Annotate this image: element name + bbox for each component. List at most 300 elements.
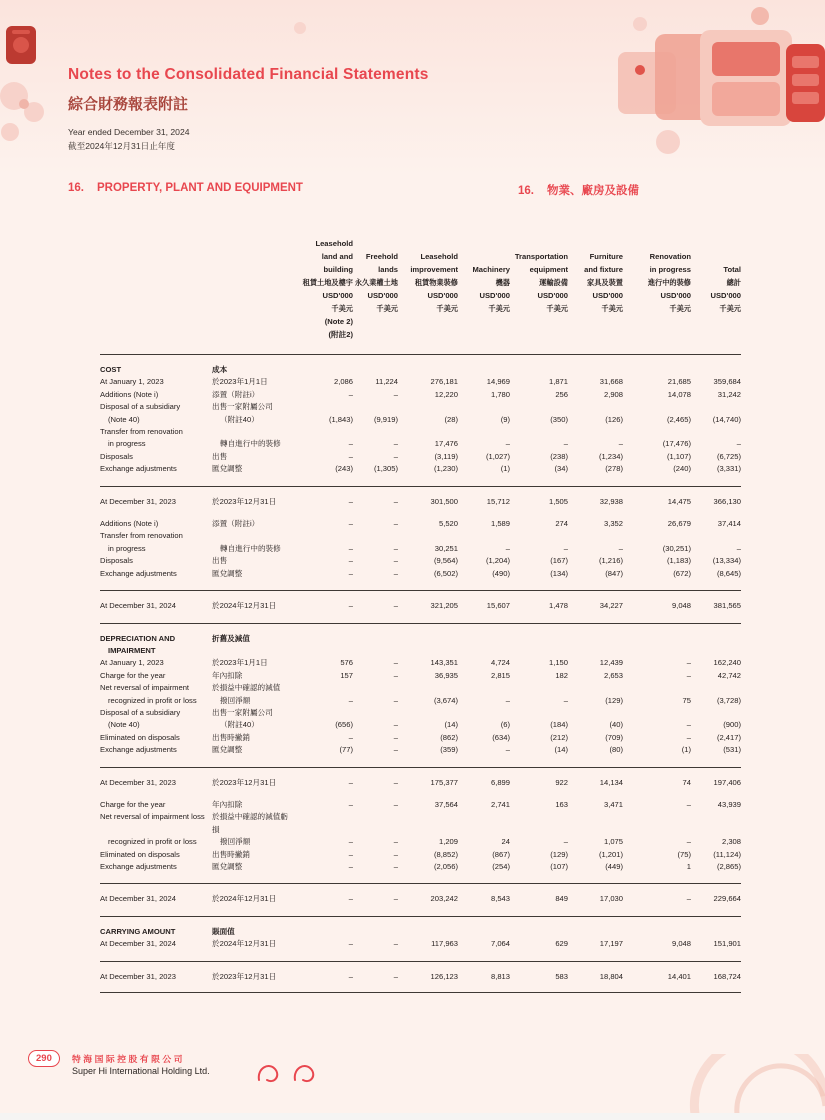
table-row xyxy=(100,811,741,836)
column-unit-zh: 千美元 xyxy=(488,304,510,313)
column-header-line: in progress xyxy=(649,265,691,274)
dot-decoration xyxy=(294,22,306,34)
cell-value: 1,150 xyxy=(548,658,568,668)
cell-value: – xyxy=(393,799,398,809)
cell-value: (531) xyxy=(723,745,741,755)
cell-value: – xyxy=(393,556,398,566)
cell-value: 75 xyxy=(682,695,691,705)
row-label-en: Disposals xyxy=(100,451,133,461)
cell-value: 3,352 xyxy=(603,519,623,529)
cell-value: (1,204) xyxy=(485,556,510,566)
column-unit-zh: 千美元 xyxy=(546,304,568,313)
cell-value: 922 xyxy=(555,777,568,787)
cell-value: (672) xyxy=(673,568,691,578)
table-row xyxy=(100,543,741,555)
row-label-zh: 於2023年12月31日 xyxy=(212,496,277,506)
table-row xyxy=(100,438,741,450)
table-row xyxy=(100,682,741,694)
cell-value: (129) xyxy=(550,849,568,859)
cell-value: 7,064 xyxy=(490,939,510,949)
cell-value: – xyxy=(393,732,398,742)
row-label-en: At December 31, 2024 xyxy=(100,939,176,949)
row-label-zh: 於2023年12月31日 xyxy=(212,971,277,981)
cell-value: (9,919) xyxy=(373,414,398,424)
cell-value: – xyxy=(563,543,568,553)
cell-value: (278) xyxy=(605,464,623,474)
cell-value: (212) xyxy=(550,732,568,742)
cell-value: 197,406 xyxy=(713,777,741,787)
row-label-zh: 賬面值 xyxy=(212,926,235,936)
cell-value: (359) xyxy=(440,745,458,755)
table-row xyxy=(100,518,741,530)
row-label-en: At December 31, 2023 xyxy=(100,971,176,981)
cell-value: 17,197 xyxy=(599,939,623,949)
cell-value: (1,843) xyxy=(328,414,353,424)
cell-value: 31,668 xyxy=(599,377,623,387)
cell-value: – xyxy=(348,894,353,904)
cell-value: 576 xyxy=(340,658,353,668)
cell-value: 1 xyxy=(686,862,691,871)
section-title-zh: 物業、廠房及設備 xyxy=(547,185,639,197)
cell-value: (3,331) xyxy=(716,464,741,474)
cell-value: (900) xyxy=(723,720,741,730)
column-header-line: Machinery xyxy=(472,265,510,274)
cell-value: – xyxy=(393,496,398,506)
cell-value: (449) xyxy=(605,862,623,871)
table-row xyxy=(100,451,741,463)
section-heading-zh xyxy=(518,182,639,198)
cell-value: 381,565 xyxy=(713,601,741,611)
row-label-en: COST xyxy=(100,365,122,374)
company-name-en: Super Hi International Holding Ltd. xyxy=(72,1066,210,1076)
column-note xyxy=(691,315,741,342)
column-header-line: lands xyxy=(378,265,398,274)
column-note xyxy=(458,315,510,342)
table-row xyxy=(100,938,741,950)
column-header-line: Total xyxy=(723,265,741,274)
cell-value: (30,251) xyxy=(662,543,691,553)
cell-value: – xyxy=(736,439,741,449)
section-number: 16. xyxy=(68,182,84,194)
cell-value: (2,465) xyxy=(666,414,691,424)
cell-value: – xyxy=(348,519,353,529)
cell-value: – xyxy=(505,695,510,705)
row-label-zh: 年內扣除 xyxy=(212,799,243,809)
row-label-en: recognized in profit or loss xyxy=(108,837,197,847)
table-row xyxy=(100,799,741,811)
column-note xyxy=(398,315,458,342)
cell-value: (1,201) xyxy=(598,849,623,859)
cell-value: (862) xyxy=(440,732,458,742)
column-header-line: improvement xyxy=(410,265,458,274)
row-label-en: Eliminated on disposals xyxy=(100,732,180,742)
row-label-zh: 於損益中確認的減值虧損 xyxy=(212,812,288,834)
cell-value: 74 xyxy=(682,777,691,787)
cell-value: – xyxy=(348,496,353,506)
cell-value: (8,852) xyxy=(433,849,458,859)
column-header xyxy=(458,263,510,342)
cell-value: – xyxy=(393,658,398,668)
column-header-zh: 家具及裝置 xyxy=(587,278,623,287)
row-label-en: At December 31, 2024 xyxy=(100,601,176,611)
page-bottom-strip xyxy=(0,1113,825,1120)
cell-value: 175,377 xyxy=(430,777,458,787)
cell-value: – xyxy=(348,837,353,847)
cell-value: – xyxy=(393,519,398,529)
cell-value: (6) xyxy=(500,720,510,730)
cell-value: 14,078 xyxy=(667,389,691,399)
cell-value: 17,030 xyxy=(599,894,623,904)
column-header-line: Leasehold xyxy=(315,239,353,248)
row-label-zh: 出售 xyxy=(212,556,228,566)
cell-value: 43,939 xyxy=(717,799,741,809)
row-label-en: IMPAIRMENT xyxy=(108,645,156,655)
row-label-zh: 年內扣除 xyxy=(212,670,243,680)
cell-value: – xyxy=(686,658,691,668)
row-label-zh: 添置（附註i） xyxy=(212,519,260,529)
table-row xyxy=(100,426,741,438)
table-row xyxy=(100,401,741,413)
cell-value: 12,439 xyxy=(599,658,623,668)
cell-value: 359,684 xyxy=(713,377,741,387)
cell-value: (13,334) xyxy=(712,556,741,566)
row-label-en: At December 31, 2023 xyxy=(100,496,176,506)
table-row xyxy=(100,389,741,401)
cell-value: – xyxy=(393,543,398,553)
column-header-line: Freehold xyxy=(365,252,398,261)
row-label-zh: 於2023年12月31日 xyxy=(212,777,277,787)
row-label-zh: （附註40） xyxy=(220,414,259,424)
cell-value: 21,685 xyxy=(667,377,691,387)
column-note xyxy=(353,315,398,342)
table-row xyxy=(100,861,741,873)
cell-value: – xyxy=(348,451,353,461)
row-label-en: (Note 40) xyxy=(108,720,140,730)
cell-value: 1,780 xyxy=(490,389,510,399)
page-number-badge: 290 xyxy=(28,1050,60,1067)
cell-value: 17,476 xyxy=(434,439,458,449)
row-label-en: Exchange adjustments xyxy=(100,464,177,474)
row-label-zh: 撥回淨額 xyxy=(220,695,251,705)
table-row xyxy=(100,623,741,645)
column-header-zh: 總計 xyxy=(726,278,741,287)
table-row xyxy=(100,486,741,508)
column-unit-zh: 千美元 xyxy=(331,304,353,313)
cell-value: – xyxy=(348,777,353,787)
column-unit-zh: 千美元 xyxy=(669,304,691,313)
cell-value: (129) xyxy=(605,695,623,705)
period-en: Year ended December 31, 2024 xyxy=(68,127,190,137)
cell-value: – xyxy=(393,695,398,705)
table-row xyxy=(100,695,741,707)
column-unit: USD'000 xyxy=(479,291,510,300)
cell-value: (634) xyxy=(492,732,510,742)
row-label-zh: 匯兌調整 xyxy=(212,464,243,474)
row-label-zh: 轉自進行中的裝修 xyxy=(220,543,281,553)
cell-value: – xyxy=(393,849,398,859)
cell-value: (107) xyxy=(550,862,568,871)
row-label-zh: 匯兌調整 xyxy=(212,568,243,578)
cell-value: 276,181 xyxy=(430,377,458,387)
row-label-zh: 折舊及減值 xyxy=(212,633,250,643)
cell-value: (34) xyxy=(554,464,568,474)
cell-value: 36,935 xyxy=(434,670,458,680)
row-label-zh: 於2023年1月1日 xyxy=(212,377,268,387)
table-row xyxy=(100,555,741,567)
cell-value: 4,724 xyxy=(490,658,510,668)
cell-value: 31,242 xyxy=(717,389,741,399)
column-header xyxy=(398,250,458,342)
cell-value: 117,963 xyxy=(431,939,458,949)
cell-value: – xyxy=(393,439,398,449)
cell-value: – xyxy=(348,439,353,449)
cell-value: 42,742 xyxy=(717,670,741,680)
table-row xyxy=(100,836,741,848)
cell-value: 143,351 xyxy=(430,658,458,668)
cell-value: – xyxy=(686,720,691,730)
row-label-en: Eliminated on disposals xyxy=(100,849,180,859)
cell-value: – xyxy=(393,670,398,680)
cell-value: (3,119) xyxy=(434,451,458,461)
table-row xyxy=(100,961,741,983)
cell-value: (80) xyxy=(609,745,623,755)
cell-value: – xyxy=(348,849,353,859)
cell-value: 2,308 xyxy=(721,837,741,847)
cell-value: (3,674) xyxy=(433,695,458,705)
cell-value: 14,401 xyxy=(667,971,691,981)
table-row xyxy=(100,732,741,744)
table-row xyxy=(100,530,741,542)
cell-value: – xyxy=(393,720,398,730)
cell-value: (238) xyxy=(550,451,568,461)
cell-value: 2,908 xyxy=(603,389,623,399)
cell-value: (75) xyxy=(677,849,691,859)
column-header xyxy=(568,250,623,342)
column-header-line: Leasehold xyxy=(420,252,458,261)
column-note xyxy=(568,315,623,342)
cell-value: (17,476) xyxy=(662,439,691,449)
table-header xyxy=(100,218,741,344)
cell-value: (1,107) xyxy=(666,451,691,461)
cell-value: (14) xyxy=(554,745,568,755)
cell-value: 14,969 xyxy=(486,377,510,387)
cell-value: – xyxy=(393,894,398,904)
cell-value: (656) xyxy=(335,720,353,730)
cell-value: – xyxy=(393,837,398,847)
row-label-en: At December 31, 2024 xyxy=(100,894,176,904)
row-label-zh: 匯兌調整 xyxy=(212,862,243,871)
cell-value: – xyxy=(393,745,398,755)
row-label-en: Disposal of a subsidiary xyxy=(100,402,181,412)
cell-value: (1,234) xyxy=(598,451,623,461)
column-unit-zh: 千美元 xyxy=(436,304,458,313)
table-row xyxy=(100,744,741,756)
cell-value: 126,123 xyxy=(430,971,458,981)
cell-value: – xyxy=(393,601,398,611)
cell-value: – xyxy=(348,543,353,553)
column-unit: USD'000 xyxy=(592,291,623,300)
row-label-en: Disposal of a subsidiary xyxy=(100,707,181,717)
cell-value: 151,901 xyxy=(713,939,741,949)
cell-value: (126) xyxy=(605,414,623,424)
row-label-zh: 於2024年12月31日 xyxy=(212,939,277,949)
row-label-en: Net reversal of impairment loss xyxy=(100,812,205,822)
cell-value: (2,417) xyxy=(716,732,741,742)
cell-value: 9,048 xyxy=(671,939,691,949)
cell-value: – xyxy=(348,601,353,611)
row-label-zh: 匯兌調整 xyxy=(212,745,243,755)
table-row xyxy=(100,657,741,669)
cell-value: – xyxy=(563,695,568,705)
row-label-en: recognized in profit or loss xyxy=(108,695,197,705)
cell-value: – xyxy=(686,894,691,904)
cloud-squiggle-icon xyxy=(255,1058,350,1088)
cell-value: – xyxy=(348,389,353,399)
column-header-zh: 進行中的裝修 xyxy=(647,278,691,287)
row-label-en: Additions (Note i) xyxy=(100,389,159,399)
cell-value: (2,865) xyxy=(716,862,741,871)
table-row xyxy=(100,645,741,657)
column-unit: USD'000 xyxy=(427,291,458,300)
row-label-zh: 於2023年1月1日 xyxy=(212,658,268,668)
cell-value: (243) xyxy=(335,464,353,474)
document-header xyxy=(68,66,429,153)
cell-value: (1) xyxy=(500,464,510,474)
row-label-en: Additions (Note i) xyxy=(100,519,159,529)
cell-value: 321,205 xyxy=(430,601,458,611)
cell-value: – xyxy=(686,837,691,847)
row-label-en: in progress xyxy=(108,439,146,449)
cell-value: – xyxy=(393,568,398,578)
table-row xyxy=(100,670,741,682)
row-label-zh: 添置（附註i） xyxy=(212,389,260,399)
corner-decoration xyxy=(675,1054,825,1114)
table-row xyxy=(100,590,741,612)
row-label-en: Charge for the year xyxy=(100,799,166,809)
cell-value: (134) xyxy=(550,568,568,578)
row-label-zh: 出售時撇銷 xyxy=(212,732,250,742)
row-label-zh: 於損益中確認的減值 xyxy=(212,683,281,693)
cell-value: – xyxy=(348,799,353,809)
cell-value: 11,224 xyxy=(375,377,398,387)
row-label-en: Transfer from renovation xyxy=(100,531,183,541)
cell-value: 229,664 xyxy=(713,894,741,904)
cell-value: – xyxy=(393,862,398,871)
cell-value: (11,124) xyxy=(713,849,741,859)
column-header-zh: 機器 xyxy=(495,278,510,287)
cell-value: 2,815 xyxy=(490,670,510,680)
column-header-zh: 永久業權土地 xyxy=(354,278,398,287)
column-header-zh: 租賃物業裝修 xyxy=(414,278,458,287)
row-label-zh: 出售時撇銷 xyxy=(212,849,250,859)
cell-value: 15,712 xyxy=(486,496,510,506)
cell-value: – xyxy=(686,799,691,809)
cell-value: (254) xyxy=(492,862,510,871)
cell-value: 37,414 xyxy=(717,519,741,529)
row-label-zh: （附註40） xyxy=(220,720,259,730)
cell-value: 5,520 xyxy=(438,519,458,529)
cell-value: – xyxy=(686,732,691,742)
cell-value: – xyxy=(348,971,353,981)
cell-value: (167) xyxy=(550,556,568,566)
column-header xyxy=(296,237,353,342)
cell-value: – xyxy=(686,670,691,680)
row-label-en: (Note 40) xyxy=(108,414,140,424)
cell-value: 157 xyxy=(340,670,353,680)
column-header-line: building xyxy=(323,265,353,274)
row-label-zh: 於2024年12月31日 xyxy=(212,601,277,611)
column-unit: USD'000 xyxy=(322,291,353,300)
column-unit: USD'000 xyxy=(367,291,398,300)
column-header xyxy=(353,250,398,342)
row-label-zh: 成本 xyxy=(212,365,228,374)
page-title-en: Notes to the Consolidated Financial Statements xyxy=(68,66,429,83)
cell-value: – xyxy=(348,568,353,578)
table-row xyxy=(100,707,741,719)
row-label-zh: 撥回淨額 xyxy=(220,837,251,847)
cell-value: – xyxy=(563,837,568,847)
column-note xyxy=(623,315,691,342)
column-unit: USD'000 xyxy=(537,291,568,300)
cell-value: – xyxy=(393,389,398,399)
cell-value: – xyxy=(618,439,623,449)
cell-value: 168,724 xyxy=(713,971,741,981)
cell-value: (14,740) xyxy=(712,414,741,424)
cell-value: 1,589 xyxy=(490,519,510,529)
cell-value: (6,725) xyxy=(716,451,741,461)
column-header-line: Furniture xyxy=(589,252,623,261)
cell-value: – xyxy=(348,695,353,705)
cell-value: (2,056) xyxy=(433,862,458,871)
cell-value: – xyxy=(393,451,398,461)
row-label-en: Charge for the year xyxy=(100,670,166,680)
cell-value: (1) xyxy=(681,745,691,755)
column-unit-zh: 千美元 xyxy=(376,304,398,313)
cell-value: – xyxy=(736,543,741,553)
cell-value: 34,227 xyxy=(599,601,623,611)
cell-value: 37,564 xyxy=(434,799,458,809)
column-unit: USD'000 xyxy=(660,291,691,300)
cell-value: (1,216) xyxy=(598,556,623,566)
column-header xyxy=(510,250,568,342)
row-label-en: Transfer from renovation xyxy=(100,427,183,437)
cell-value: 30,251 xyxy=(434,543,458,553)
cell-value: 203,242 xyxy=(430,894,458,904)
cell-value: (867) xyxy=(492,849,510,859)
column-header-zh: 租賃土地及樓宇 xyxy=(302,278,353,287)
table-row xyxy=(100,568,741,580)
cell-value: (3,728) xyxy=(716,695,741,705)
cell-value: (1,183) xyxy=(666,556,691,566)
cell-value: 1,871 xyxy=(548,377,568,387)
cell-value: 24 xyxy=(501,837,510,847)
cell-value: 12,220 xyxy=(434,389,458,399)
cell-value: 583 xyxy=(555,971,568,981)
cell-value: 14,134 xyxy=(599,777,623,787)
cell-value: – xyxy=(505,543,510,553)
row-label-zh: 出售一家附屬公司 xyxy=(212,707,273,717)
cell-value: – xyxy=(393,971,398,981)
ppe-table xyxy=(100,218,741,993)
cell-value: – xyxy=(348,862,353,871)
cell-value: – xyxy=(618,543,623,553)
cell-value: (350) xyxy=(550,414,568,424)
cell-value: – xyxy=(348,939,353,949)
cell-value: 2,653 xyxy=(603,670,623,680)
lantern-icon xyxy=(6,26,36,64)
column-header xyxy=(623,250,691,342)
row-label-en: Exchange adjustments xyxy=(100,862,177,871)
